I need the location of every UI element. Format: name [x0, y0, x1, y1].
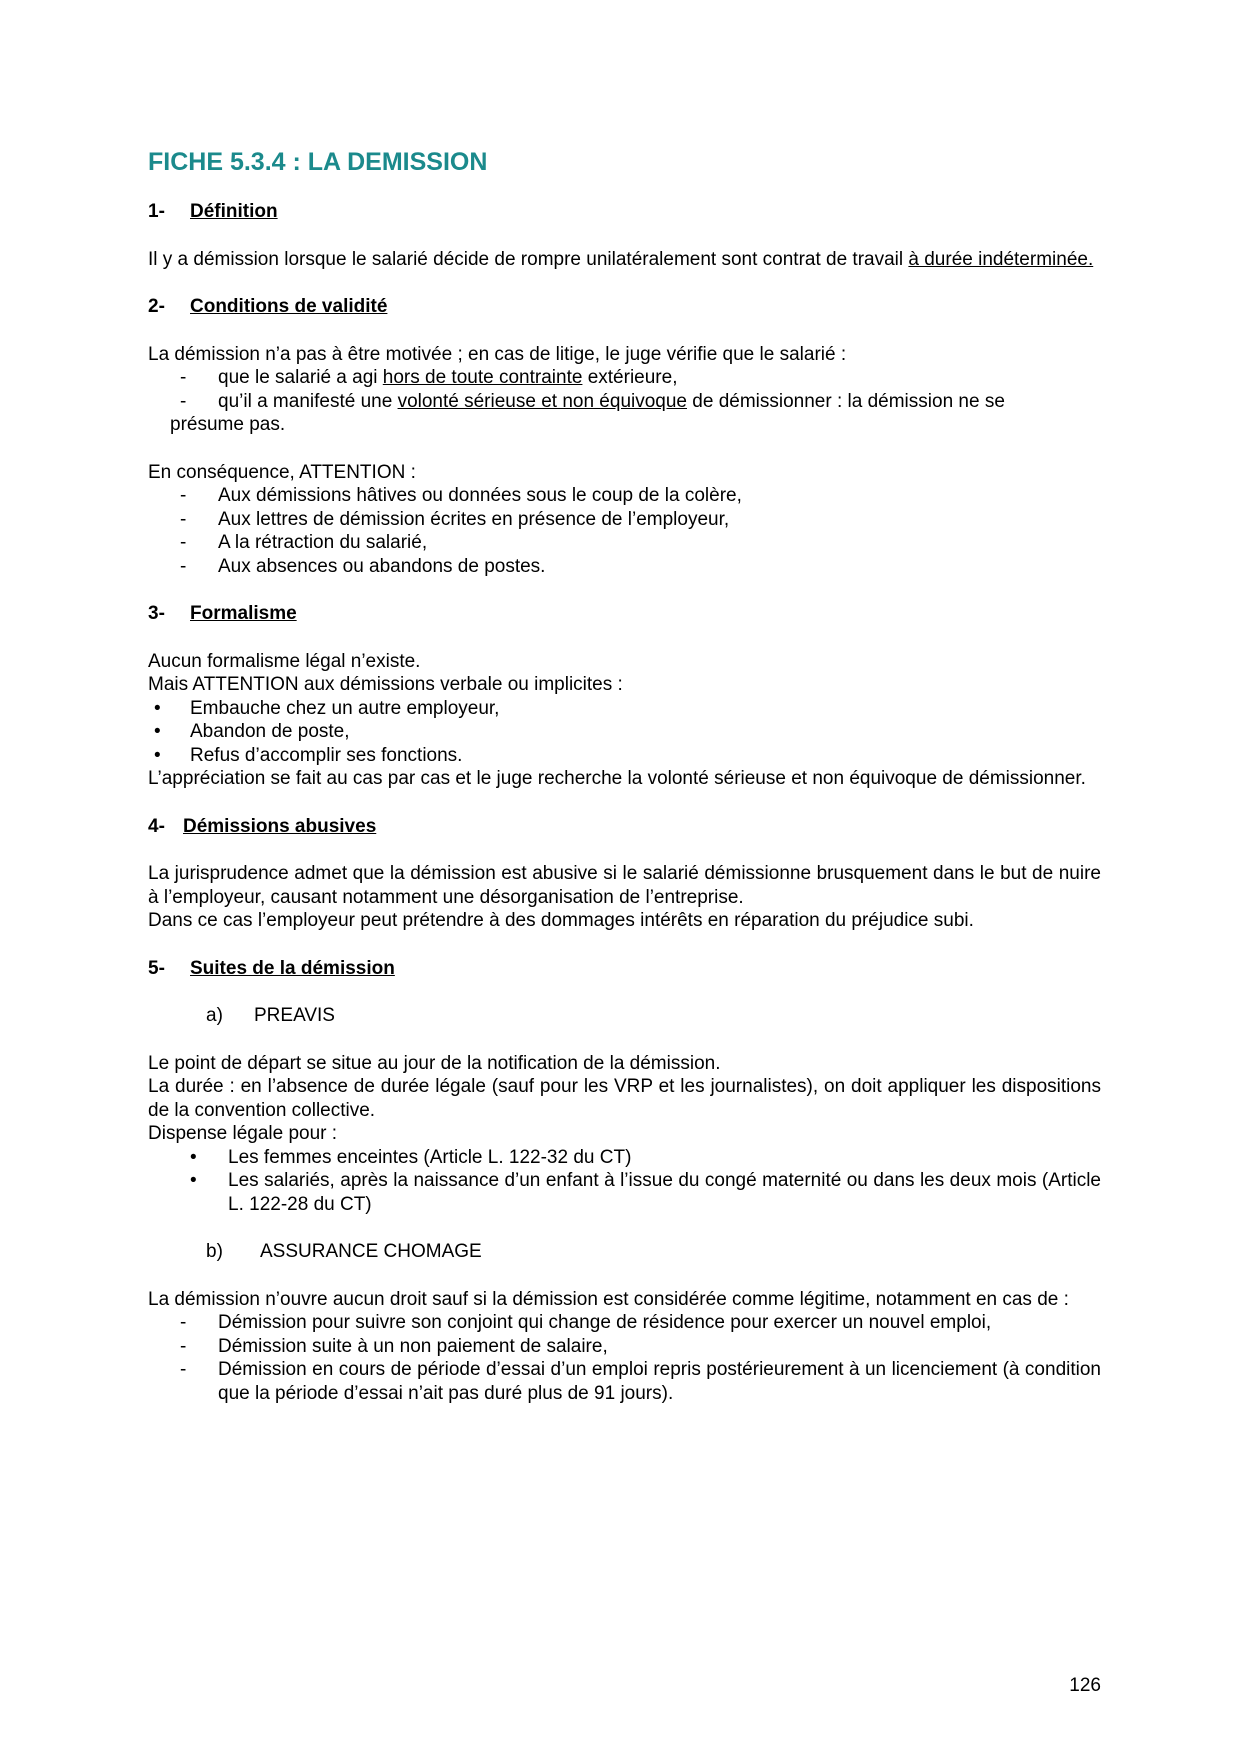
section-5-title: Suites de la démission: [190, 957, 395, 979]
section-3-heading: [148, 602, 1101, 626]
section-3-number: 3-: [148, 603, 165, 624]
chomage-intro: La démission n’ouvre aucun droit sauf si la démission est considérée comme légitime, notamment en cas de :: [148, 1288, 1069, 1310]
list-item: • Abandon de poste,: [154, 721, 350, 742]
page-title: FICHE 5.3.4 : LA DEMISSION: [148, 148, 488, 176]
section-3-title: Formalisme: [190, 603, 297, 624]
preavis-line-1: Le point de départ se situe au jour de la notification de la démission.: [148, 1052, 721, 1074]
section-2-intro: La démission n’a pas à être motivée ; en cas de litige, le juge vérifie que le salarié :: [148, 343, 847, 365]
section-5-number: 5-: [148, 957, 165, 979]
list-item: - Aux démissions hâtives ou données sous le coup de la colère,: [180, 485, 742, 506]
section-4-paragraph-1: La jurisprudence admet que la démission est abusive si le salarié démissionne brusquement dans le but de nuire à l’employeur, causant notamment une désorganisation de l’entreprise.: [148, 863, 1101, 908]
attention-list: [148, 484, 1101, 578]
preavis-line-2: La durée : en l’absence de durée légale (sauf pour les VRP et les journalistes), on doit appliquer les dispositions de la convention collective.: [148, 1076, 1101, 1121]
subsection-b-heading: b) ASSURANCE CHOMAGE: [206, 1241, 482, 1262]
attention-line: En conséquence, ATTENTION :: [148, 461, 416, 483]
duree-indeterminee-underlined: à durée indéterminée.: [908, 248, 1094, 270]
document-body: [148, 147, 1101, 1405]
section-2-title: Conditions de validité: [190, 296, 388, 317]
list-item: - Aux absences ou abandons de postes.: [180, 555, 546, 577]
section-4-paragraph-2: Dans ce cas l’employeur peut prétendre à des dommages intérêts en réparation du préjudice subi.: [148, 910, 974, 931]
subsection-a-heading: a) PREAVIS: [206, 1005, 335, 1026]
validity-conditions-list: [148, 366, 1101, 413]
list-item: - qu’il a manifesté une volonté sérieuse et non équivoque de démissionner : la démission ne se: [180, 390, 1005, 412]
section-3-line-1: Aucun formalisme légal n’existe.: [148, 650, 421, 672]
section-1-number: 1-: [148, 201, 165, 222]
page-number: 126: [1069, 1675, 1101, 1696]
list-item: - Aux lettres de démission écrites en présence de l’employeur,: [180, 508, 730, 530]
list-item: • Refus d’accomplir ses fonctions.: [154, 744, 463, 766]
legitimate-resignation-list: [148, 1311, 1101, 1405]
list-item-continuation: présume pas.: [170, 414, 286, 435]
list-item: - A la rétraction du salarié,: [180, 532, 428, 553]
section-2-heading: [148, 295, 1101, 319]
section-5-heading: [148, 957, 1101, 981]
section-1-paragraph: Il y a démission lorsque le salarié décide de rompre unilatéralement sont contrat de travail à durée indéterminée.: [148, 248, 1094, 270]
section-1-heading: [148, 200, 1101, 224]
section-3-closing: L’appréciation se fait au cas par cas et le juge recherche la volonté sérieuse et non équivoque de démissionner.: [148, 768, 1086, 789]
section-4-heading: [148, 815, 1101, 839]
implicit-resignation-list: [148, 697, 1101, 768]
section-4-title: Démissions abusives: [183, 815, 377, 837]
list-item: • Les femmes enceintes (Article L. 122-32 du CT): [190, 1146, 632, 1168]
section-4-number: 4-: [148, 815, 165, 837]
section-1-title: Définition: [190, 201, 278, 222]
list-item: • Les salariés, après la naissance d’un enfant à l’issue du congé maternité ou dans les deux mois (Article L. 122-28 du CT): [190, 1170, 1101, 1215]
section-3-line-2: Mais ATTENTION aux démissions verbale ou implicites :: [148, 674, 623, 695]
section-2-number: 2-: [148, 296, 165, 317]
list-item: • Embauche chez un autre employeur,: [154, 697, 500, 719]
list-item: - Démission suite à un non paiement de salaire,: [180, 1335, 608, 1357]
list-item: - Démission en cours de période d’essai d’un emploi repris postérieurement à un licenciement (à condition que la période d’essai n’ait pas duré plus de 91 jours).: [180, 1359, 1101, 1404]
preavis-line-3: Dispense légale pour :: [148, 1123, 338, 1144]
list-item: - que le salarié a agi hors de toute contrainte extérieure,: [180, 367, 678, 388]
list-item: - Démission pour suivre son conjoint qui change de résidence pour exercer un nouvel emploi,: [180, 1312, 992, 1333]
legal-exemption-list: [148, 1146, 1101, 1217]
